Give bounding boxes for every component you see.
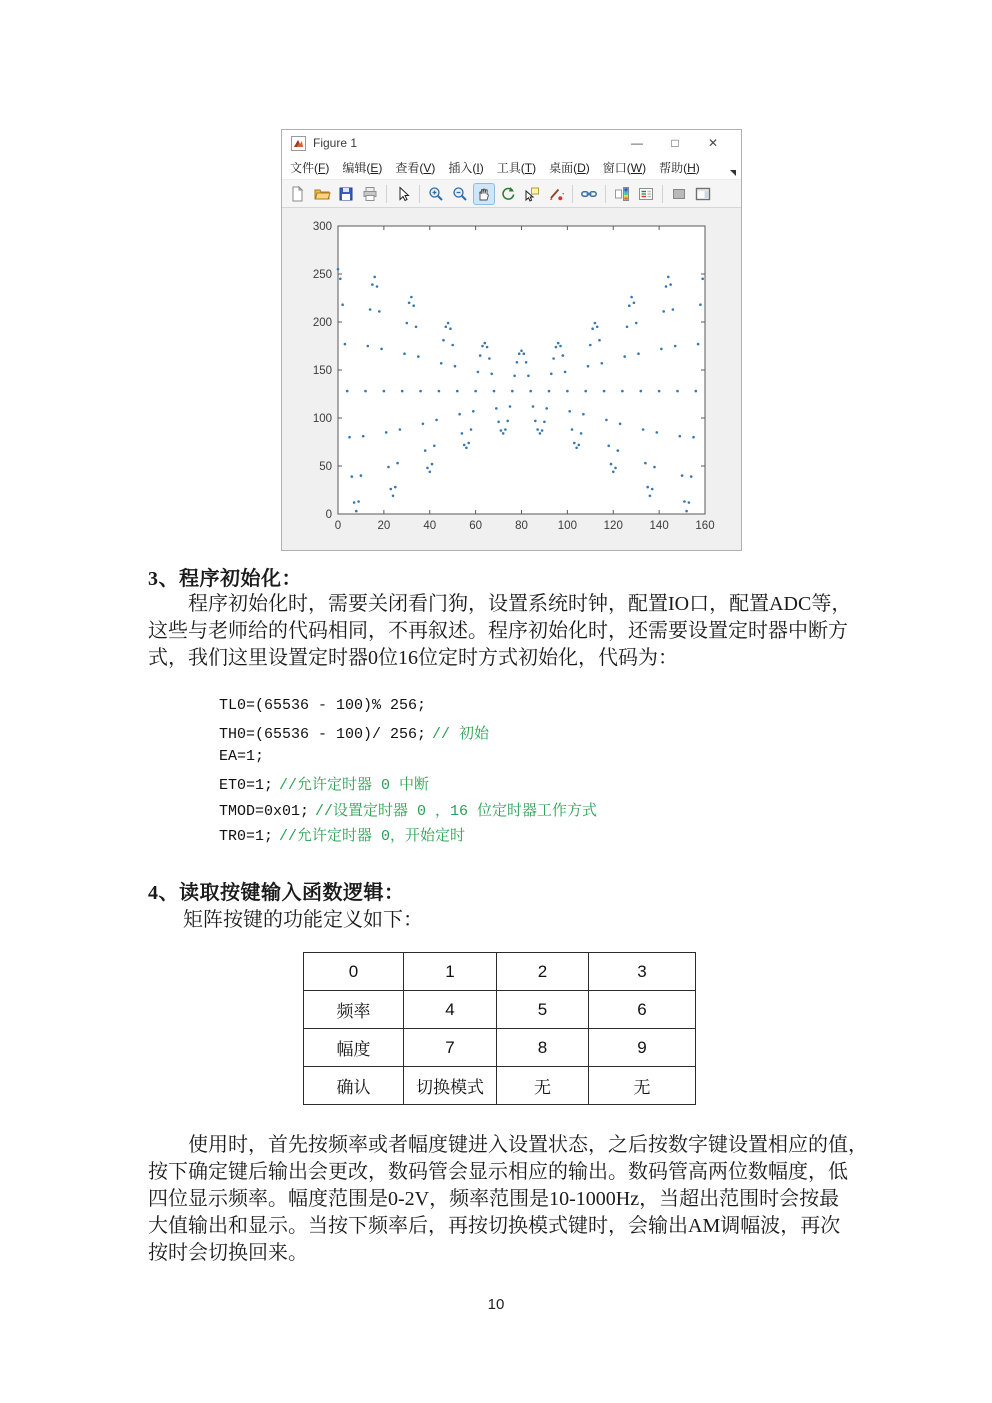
new-file-icon[interactable]: [287, 183, 309, 205]
usage-paragraph: [148, 1132, 868, 1267]
table-cell: 确认: [304, 1067, 404, 1105]
edit-plot-icon[interactable]: [392, 183, 414, 205]
table-cell: 无: [497, 1067, 589, 1105]
zoom-out-icon[interactable]: [449, 183, 471, 205]
x-tick-label: 40: [423, 520, 437, 532]
code-comment: //允许定时器 0，开始定时: [279, 827, 466, 845]
figure-canvas: [282, 209, 741, 550]
x-tick-label: 160: [695, 520, 715, 532]
x-tick-label: 80: [515, 520, 528, 532]
code-text: TL0=(65536 - 100)% 256;: [219, 697, 427, 714]
paragraph-line: 按下确定键后输出会更改，数码管会显示相应的输出。数码管高两位数幅度，低: [148, 1161, 848, 1183]
toolbar-separator: [572, 185, 573, 203]
rotate-3d-icon[interactable]: [497, 183, 519, 205]
menu-item-edit[interactable]: 编辑(E): [342, 161, 383, 175]
toolbar-separator: [662, 185, 663, 203]
menu-items: [290, 159, 713, 176]
code-line: [219, 748, 597, 773]
print-figure-icon[interactable]: [359, 183, 381, 205]
x-tick-label: 100: [557, 520, 577, 532]
section4-subline: 矩阵按键的功能定义如下：: [183, 909, 423, 931]
table-row: [304, 991, 696, 1029]
hide-plot-tools-icon[interactable]: [668, 183, 690, 205]
table-row: [304, 1029, 696, 1067]
open-file-icon[interactable]: [311, 183, 333, 205]
plot-axes-box: [338, 226, 705, 514]
table-cell: 8: [497, 1029, 589, 1067]
code-text: ET0=1;: [219, 777, 274, 795]
show-plot-tools-icon[interactable]: [692, 183, 714, 205]
table-cell: 频率: [304, 991, 404, 1029]
table-cell: 7: [404, 1029, 497, 1067]
paragraph-line: 按时会切换回来。: [148, 1242, 308, 1264]
brush-icon[interactable]: [545, 183, 567, 205]
minimize-button[interactable]: —: [631, 136, 643, 150]
toolbar-separator: [419, 185, 420, 203]
table-cell: 5: [497, 991, 589, 1029]
matlab-figure-window: [281, 129, 742, 551]
code-text: TMOD=0x01;: [219, 802, 310, 820]
pan-icon[interactable]: [473, 183, 495, 205]
menu-item-file[interactable]: 文件(F): [290, 161, 330, 175]
code-line: [219, 697, 597, 722]
section3-paragraph: [148, 591, 851, 672]
code-text: TH0=(65536 - 100)/ 256;: [219, 726, 427, 744]
matlab-figure-icon: [291, 136, 306, 151]
menu-item-desktop[interactable]: 桌面(D): [549, 161, 590, 175]
window-titlebar: [282, 130, 741, 156]
y-tick-label: 300: [312, 221, 332, 233]
code-line: [219, 773, 597, 798]
y-tick-label: 0: [325, 509, 332, 521]
y-tick-label: 150: [312, 365, 332, 377]
save-figure-icon[interactable]: [335, 183, 357, 205]
table-row: [304, 953, 696, 991]
figure-toolbar: [282, 180, 741, 208]
x-tick-label: 140: [649, 520, 669, 532]
scatter-plot[interactable]: [282, 209, 741, 552]
paragraph-line: 使用时，首先按频率或者幅度键进入设置状态，之后按数字键设置相应的值，: [188, 1134, 868, 1156]
data-cursor-icon[interactable]: [521, 183, 543, 205]
x-tick-label: 20: [377, 520, 391, 532]
menu-item-tools[interactable]: 工具(T): [496, 161, 537, 175]
table-cell: 无: [589, 1067, 696, 1105]
code-comment: //设置定时器 0 ，16 位定时器工作方式: [315, 802, 598, 820]
link-plot-icon[interactable]: [578, 183, 600, 205]
code-line: [219, 824, 597, 849]
toolbar-separator: [386, 185, 387, 203]
y-tick-label: 50: [319, 461, 332, 473]
window-title: Figure 1: [313, 136, 358, 150]
paragraph-line: 四位显示频率。幅度范围是0-2V，频率范围是10-1000Hz，当超出范围时会按最: [148, 1188, 840, 1210]
y-tick-label: 100: [312, 413, 332, 425]
paragraph-line: 程序初始化时，需要关闭看门狗，设置系统时钟，配置IO口，配置ADC等，: [188, 593, 852, 615]
x-tick-label: 60: [469, 520, 483, 532]
table-cell: 6: [589, 991, 696, 1029]
table-cell: 切换模式: [404, 1067, 497, 1105]
x-tick-label: 0: [334, 520, 342, 532]
table-cell: 0: [304, 953, 404, 991]
table-cell: 4: [404, 991, 497, 1029]
section4-heading: 4、读取按键输入函数逻辑：: [148, 882, 405, 904]
menu-item-help[interactable]: 帮助(H): [659, 161, 700, 175]
window-controls: [618, 130, 732, 156]
table-cell: 幅度: [304, 1029, 404, 1067]
page-number: 10: [487, 1296, 505, 1313]
toolbar-separator: [605, 185, 606, 203]
menu-bar: [282, 156, 741, 180]
menu-item-view[interactable]: 查看(V): [395, 161, 436, 175]
table-cell: 9: [589, 1029, 696, 1067]
code-block: [219, 697, 597, 849]
code-text: TR0=1;: [219, 827, 274, 845]
code-comment: // 初始: [432, 726, 490, 744]
y-tick-label: 250: [312, 269, 332, 281]
maximize-button[interactable]: □: [671, 136, 679, 150]
code-comment: //允许定时器 0 中断: [279, 777, 430, 795]
table-cell: 2: [497, 953, 589, 991]
insert-legend-icon[interactable]: [635, 183, 657, 205]
paragraph-line: 大值输出和显示。当按下频率后，再按切换模式键时，会输出AM调幅波，再次: [148, 1215, 841, 1237]
close-button[interactable]: ✕: [707, 136, 719, 150]
menu-overflow-icon[interactable]: [730, 170, 736, 176]
x-tick-label: 120: [603, 520, 623, 532]
code-text: EA=1;: [219, 747, 265, 765]
zoom-in-icon[interactable]: [425, 183, 447, 205]
code-line: [219, 799, 597, 824]
paragraph-line: 式，我们这里设置定时器0位16位定时方式初始化，代码为：: [148, 647, 678, 669]
menu-item-window[interactable]: 窗口(W): [602, 161, 647, 175]
section3-heading: 3、程序初始化：: [148, 568, 302, 590]
y-tick-label: 200: [312, 317, 332, 329]
table-cell: 3: [589, 953, 696, 991]
menu-item-insert[interactable]: 插入(I): [448, 161, 484, 175]
keypad-function-table: [303, 952, 696, 1105]
code-line: [219, 722, 597, 747]
paragraph-line: 这些与老师给的代码相同，不再叙述。程序初始化时，还需要设置定时器中断方: [148, 620, 848, 642]
table-cell: 1: [404, 953, 497, 991]
insert-colorbar-icon[interactable]: [611, 183, 633, 205]
table-row: [304, 1067, 696, 1105]
